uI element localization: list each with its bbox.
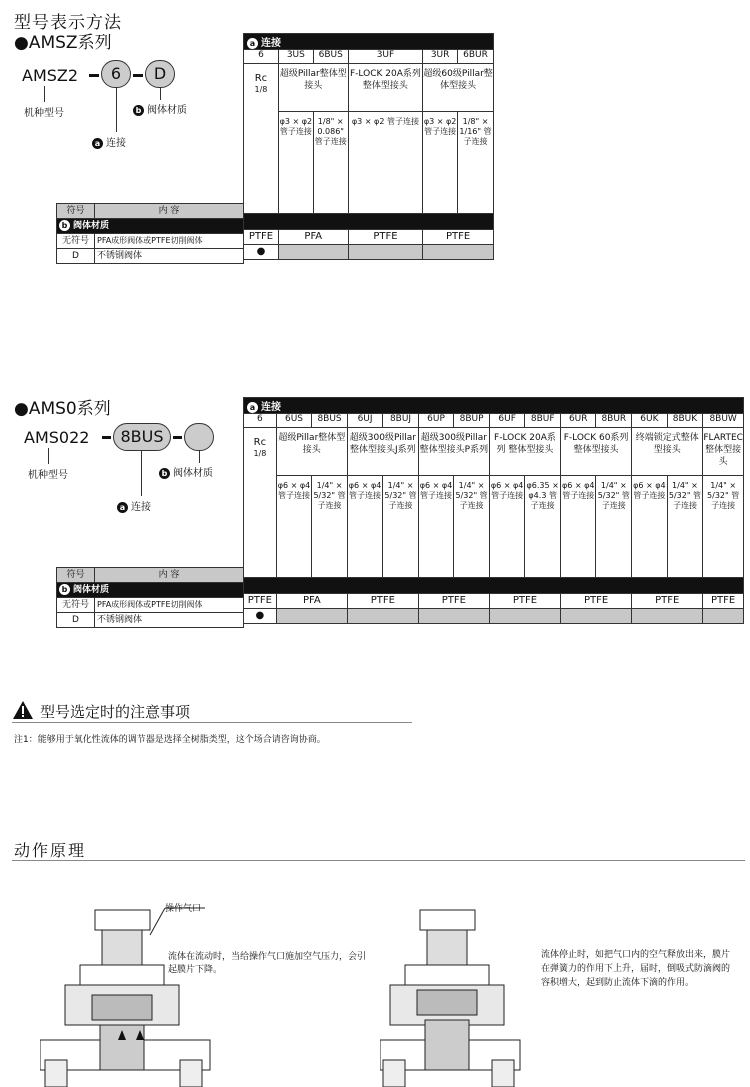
mat-header: b 阀体材质 [57,219,244,234]
code: 8BUP [454,414,490,428]
vert-desc: φ6 × φ4 管子连接 [276,476,311,578]
valve-diagram-stopped [380,890,530,1087]
vert-desc: 1/8" × 0.086" 管子连接 [313,112,348,214]
group-desc: F-LOCK 20A系列 整体型接头 [348,64,423,112]
conn-header: a 连接 [244,398,744,414]
principle-right-text: 流体停止时，如把气口内的空气释放出来，膜片在弹簧力的作用下上升，届时，倒吸式防滴阀的容积增大，起到防止流体下滴的作用。 [541,950,731,988]
label-material: b 阀体材质 [133,101,187,116]
code: 6BUS [313,50,348,64]
page-title: 型号表示方法 [14,13,122,33]
vert-desc: 1/4" × 5/32" 管子连接 [596,476,632,578]
code: 8BUF [525,414,561,428]
mat-code-pill [184,423,214,451]
label-model: 机种型号 [28,470,68,481]
mat-value: PTFE [561,594,632,609]
divider [12,722,412,723]
divider [12,860,745,861]
rc-cell: Rc 1/8 [244,64,279,214]
group-desc: 超级60级Pillar整体型接头 [423,64,494,112]
conn-table-ams0 [243,397,744,624]
code: 6UJ [347,414,382,428]
code: 3UF [348,50,423,64]
group-desc: F-LOCK 20A系列 整体型接头 [489,428,560,476]
dash [133,74,143,77]
label-conn: a 连接 [92,134,126,149]
vert-desc: φ6 × φ4 管子连接 [489,476,524,578]
leader-line [116,88,117,132]
group-desc: F-LOCK 60系列 整体型接头 [561,428,632,476]
col-symbol: 符号 [57,568,95,583]
opt-sym: D [57,249,95,264]
caution-title: 型号选定时的注意事项 [40,703,191,721]
dash [173,436,182,439]
code: 8BUR [596,414,632,428]
caution-note: 注1：能够用于氧化性流体的调节器是选择全树脂类型，这个场合请咨询协商。 [14,735,326,745]
mat-value: PTFE [244,594,277,609]
opt-desc: PFA成形阀体或PTFE切削阀体 [95,234,244,249]
valve-diagram-flowing [40,890,240,1087]
label-conn: a 连接 [117,498,151,513]
group-desc: 超级Pillar整体型接头 [276,428,347,476]
model-base-amsz: AMSZ2 [22,66,79,85]
principle-left-text: 流体在流动时，当给操作气口施加空气压力，会引起膜片下降。 [168,952,367,975]
opt-desc: PFA成形阀体或PTFE切削阀体 [95,598,244,613]
mat-header: b 阀体材质 [57,583,244,598]
mat-value: PTFE [347,594,418,609]
vert-desc: φ6 × φ4 管子连接 [632,476,667,578]
dash [89,74,99,77]
model-base-ams0: AMS022 [24,428,90,447]
conn-header: a 连接 [244,34,494,50]
code: 8BUS [312,414,348,428]
warning-icon [12,700,34,720]
vert-desc: φ6 × φ4 管子连接 [561,476,596,578]
mat-value: PTFE [418,594,489,609]
vert-desc: 1/8" × 1/16" 管子连接 [458,112,494,214]
col-symbol: 符号 [57,204,95,219]
opt-sym: 无符号 [57,234,95,249]
label-model: 机种型号 [24,108,64,119]
code: 6UP [418,414,453,428]
opt-sym: D [57,613,95,628]
col-content: 内 容 [95,204,244,219]
mat-value: PTFE [423,230,494,245]
leader-line [141,451,142,496]
col-content: 内 容 [95,568,244,583]
label-material: b 阀体材质 [159,464,213,479]
code: 3US [278,50,313,64]
group-desc: 终端锁定式整体型接头 [632,428,703,476]
series-title-amsz: ●AMSZ系列 [14,33,112,53]
conn-table-amsz [243,33,494,260]
size-col: 6 [244,414,277,428]
leader-line [160,88,161,100]
rc-cell: Rc 1/8 [244,428,277,578]
port-label: 操作气口 [165,904,202,914]
opt-sym: 无符号 [57,598,95,613]
conn-code-pill: 8BUS [113,423,171,451]
available-mark: ● [244,245,279,260]
code: 6UK [632,414,667,428]
mat-code-pill: D [145,60,175,88]
leader-line [199,451,200,463]
vert-desc: φ6 × φ4 管子连接 [347,476,382,578]
vert-desc: 1/4" × 5/32" 管子连接 [667,476,703,578]
code: 8BUW [703,414,744,428]
mat-value: PTFE [489,594,560,609]
vert-desc: φ3 × φ2 管子连接 [348,112,423,214]
mat-value: PTFE [244,230,279,245]
leader-line [48,448,49,464]
opt-desc: 不锈钢阀体 [95,249,244,264]
vert-desc: φ6.35 × φ4.3 管子连接 [525,476,561,578]
code: 3UR [423,50,458,64]
code: 6US [276,414,311,428]
vert-desc: φ3 × φ2 管子连接 [278,112,313,214]
mat-value: PTFE [703,594,744,609]
vert-desc: φ3 × φ2 管子连接 [423,112,458,214]
available-mark: ● [244,609,277,624]
size-col: 6 [244,50,279,64]
code: 8BUJ [383,414,419,428]
vert-desc: 1/4" × 5/32" 管子连接 [703,476,744,578]
vert-desc: 1/4" × 5/32" 管子连接 [312,476,348,578]
mat-value: PFA [278,230,348,245]
group-desc: 超级300级Pillar整体型接头P系列 [418,428,489,476]
group-desc: 超级300级Pillar整体型接头J系列 [347,428,418,476]
mat-value: PFA [276,594,347,609]
principle-title: 动作原理 [14,841,87,860]
series-title-ams0: ●AMS0系列 [14,399,111,419]
code: 8BUK [667,414,703,428]
option-table-amsz [56,203,244,264]
vert-desc: φ6 × φ4 管子连接 [418,476,453,578]
vert-desc: 1/4" × 5/32" 管子连接 [383,476,419,578]
opt-desc: 不锈钢阀体 [95,613,244,628]
option-table-ams0 [56,567,244,628]
leader-line [44,86,45,102]
vert-desc: 1/4" × 5/32" 管子连接 [454,476,490,578]
code: 6BUR [458,50,494,64]
code: 6UF [489,414,524,428]
group-desc: 超级Pillar整体型接头 [278,64,348,112]
group-desc: FLARTEC整体型接头 [703,428,744,476]
mat-value: PTFE [632,594,703,609]
dash [102,436,111,439]
conn-code-pill: 6 [101,60,131,88]
code: 6UR [561,414,596,428]
mat-value: PTFE [348,230,423,245]
